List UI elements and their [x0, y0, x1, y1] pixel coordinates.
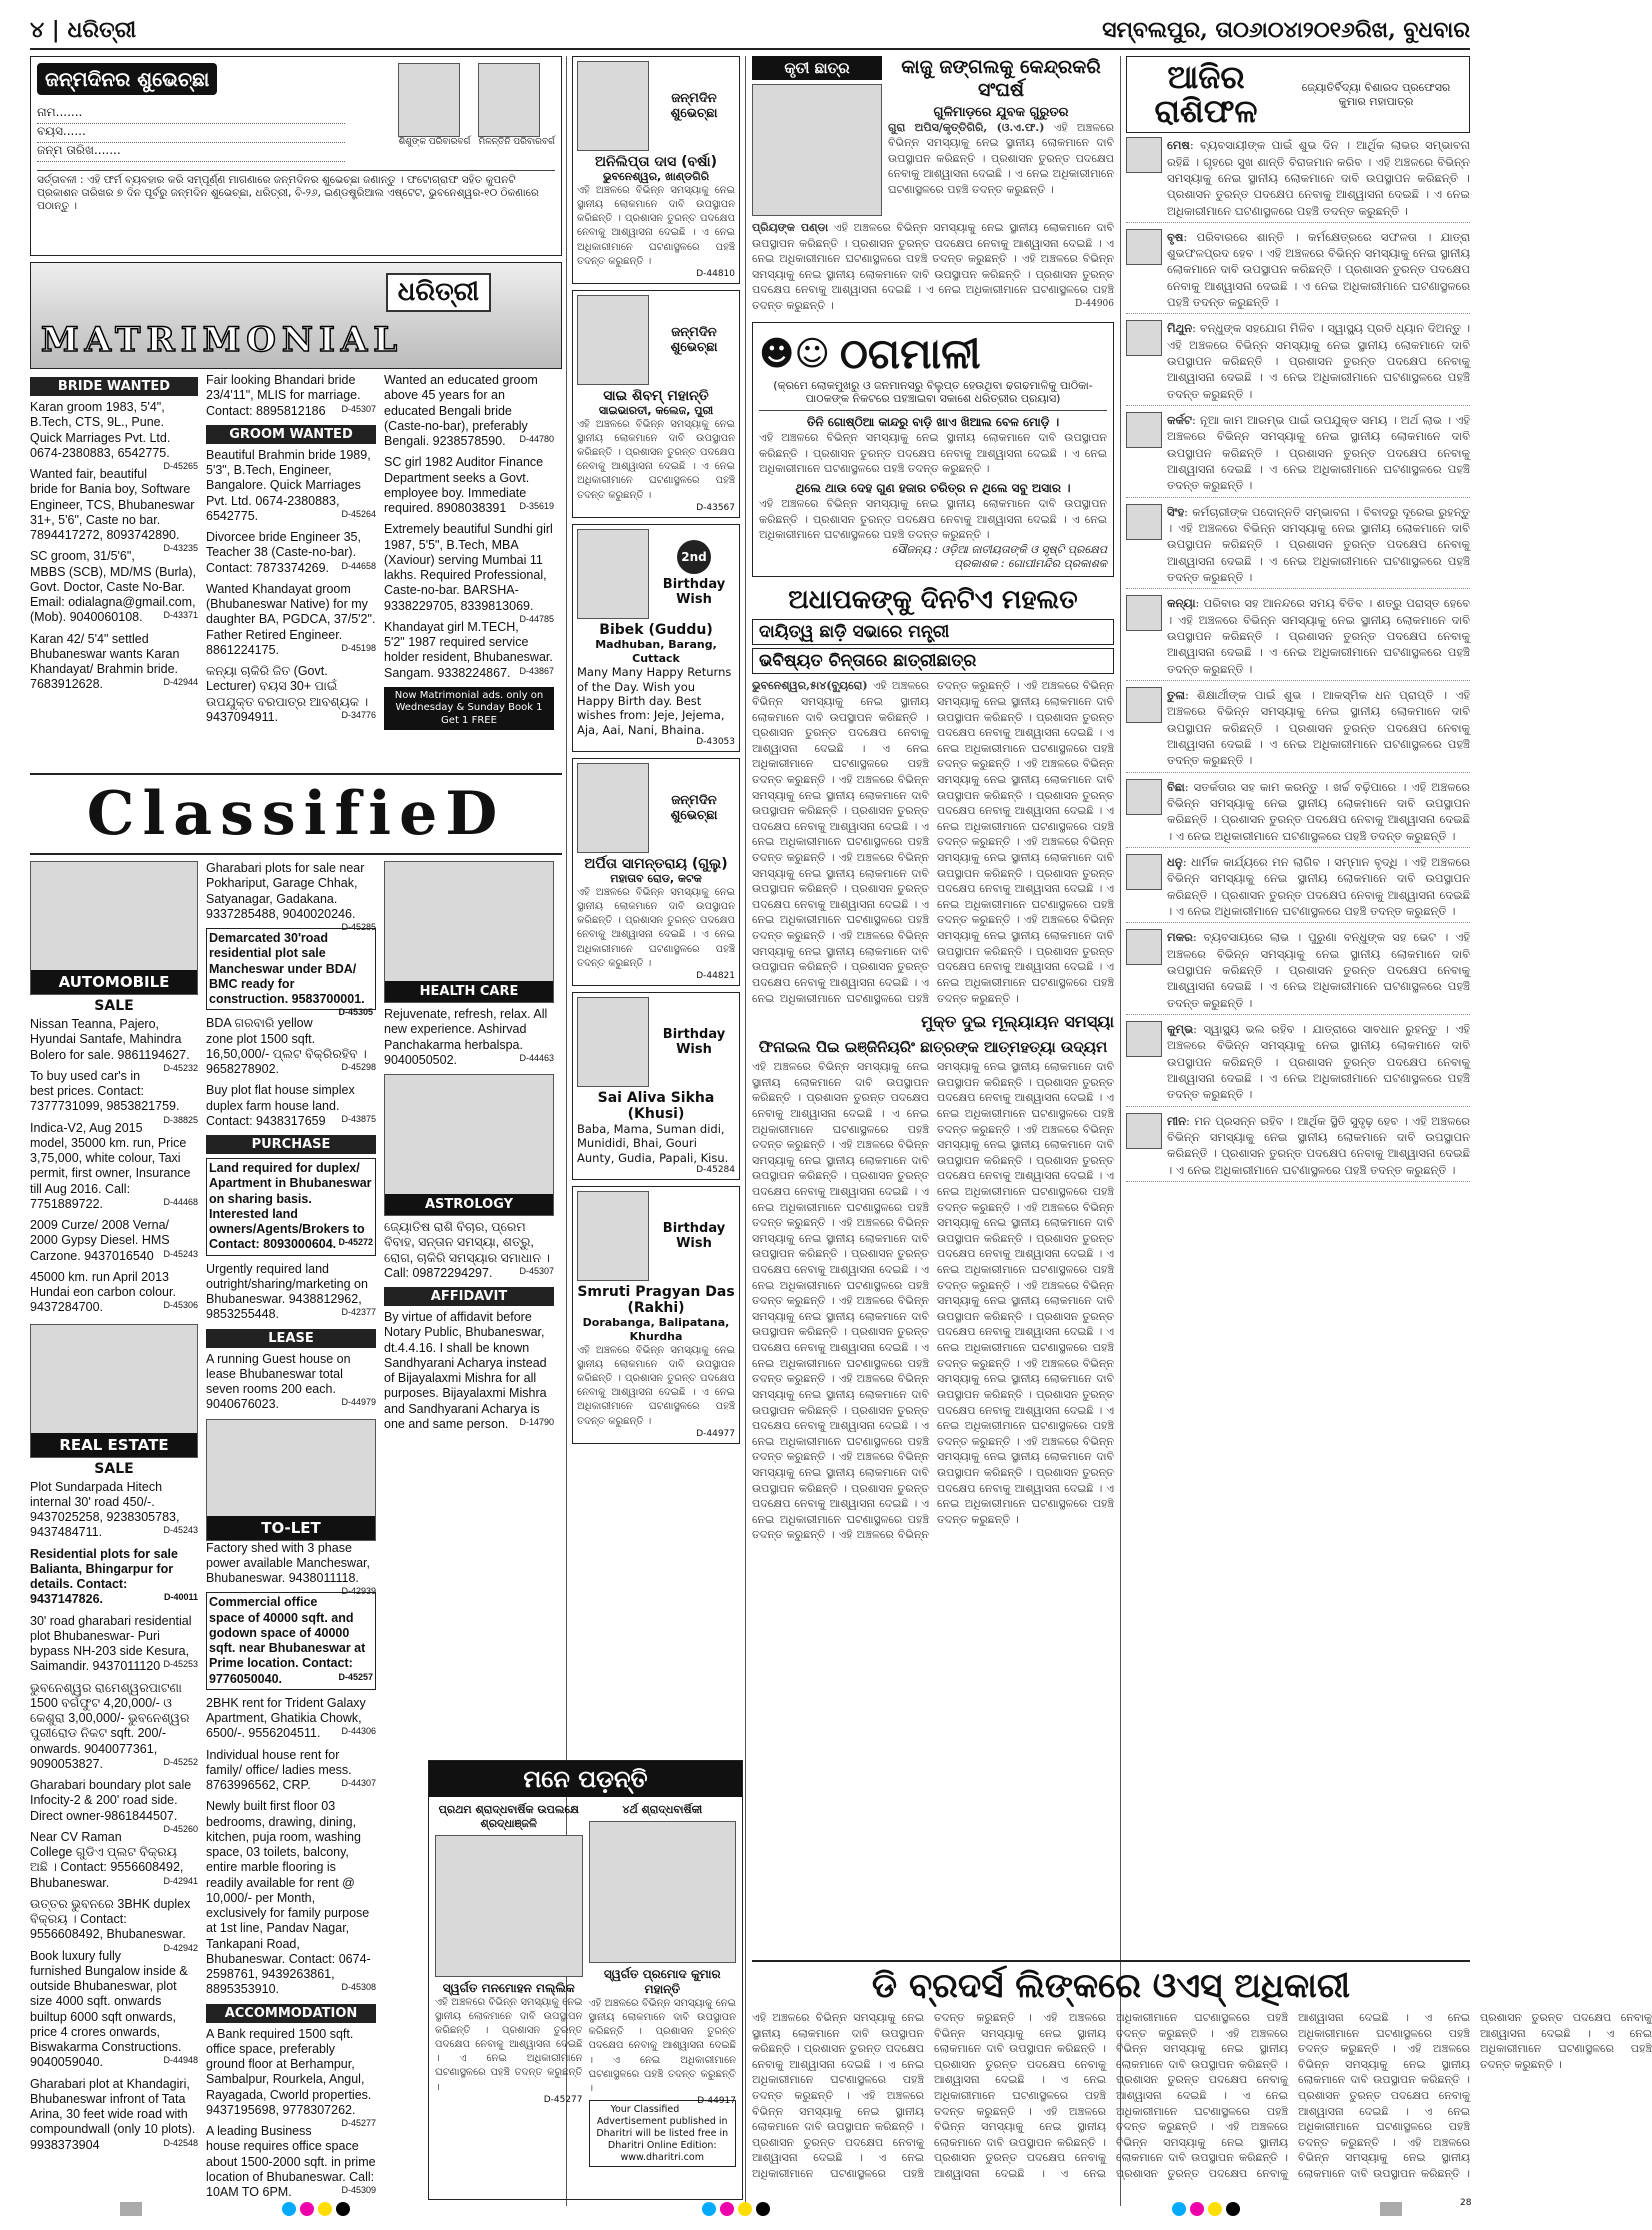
ad-code: D-44979: [341, 1397, 376, 1408]
thagamali-title: ଠଗମାଳୀ: [839, 328, 981, 378]
zodiac-icon: [1126, 412, 1162, 448]
birthday-code: D-43567: [696, 502, 735, 513]
ad-text: Wanted fair, beautiful bride for Bania boy, Software Engineer, TCS, Bhubaneswar 31+, 5'6", Caste no bar. 7894417272, 8093742890.: [30, 467, 195, 542]
student-photo: [752, 84, 882, 216]
burden-headline: ମୁକ୍ତ ଦୁଇ ମୂଲ୍ୟାୟନ ସମସ୍ୟା: [921, 1012, 1114, 1032]
affidavit-text: By virtue of affidavit before Notary Public, Bhubaneswar, dt.4.4.16. I shall be known Sandhyarani Acharya instead of Bijayalaxmi Mishra for all purposes. Bijayalaxmi Mishra and Sandhyarani Acharya is one and same person. D-14790: [384, 1310, 554, 1431]
classified-ad: [30, 1949, 198, 2071]
birthday-card: [572, 56, 740, 284]
automobile-sale-heading: SALE: [94, 998, 134, 1014]
ad-text: Plot Sundarpada Hitech internal 30' road 450/-. 9437025258, 9238305783, 9437484711.: [30, 1479, 180, 1540]
classified-ad: [30, 1778, 198, 1834]
rashi-name: ମୀନ: [1167, 1113, 1187, 1128]
ad-code: D-44948: [163, 2055, 198, 2066]
rashi-name: କନ୍ୟା: [1167, 596, 1196, 611]
ad-code: D-34776: [341, 709, 376, 720]
ad-code: D-35619: [519, 501, 554, 511]
dob-field[interactable]: ଜନ୍ମ ତାରିଖ.......: [37, 143, 345, 162]
ad-code: D-45265: [163, 461, 198, 471]
ad-code: D-45198: [341, 642, 376, 653]
ad-text: Wanted an educated groom above 45 years for an educated Bengali bride (Caste-no-bar), preferably Bengali. 9238578590.: [384, 373, 538, 448]
ad-text: BDA ଗରବାରି yellow zone plot 1500 sqft. 16,50,000/- ପ୍ଲଟ ବିକ୍ରିରହିବ । 9658278902.: [206, 1016, 367, 1076]
matrimonial-note: Now Matrimonial ads. only on Wednesday & Sunday Book 1 Get 1 FREE: [384, 687, 554, 731]
birthday-code: D-44821: [696, 971, 735, 981]
dateline: ସମ୍ବଲପୁର, ତା୦୬ା୦୪ା୨୦୧୬ରିଖ, ବୁଧବାର: [1102, 17, 1470, 43]
rashi-name: ଧନୁ: [1167, 854, 1183, 869]
classified-ad: [206, 1748, 376, 1794]
teachers-body: ଭୁବନେଶ୍ୱର,୫ା୪(ବ୍ୟୁରୋ) ଏହି ଅଞ୍ଚଳରେ ବିଭିନ୍ନ ସମସ୍ୟାକୁ ନେଇ ସ୍ଥାନୀୟ ଲୋକମାନେ ଦାବି ଉପସ୍ଥାପନ କରିଛନ୍ତି । ପ୍ରଶାସନ ତୁରନ୍ତ ପଦକ୍ଷେପ ନେବାକୁ ଆଶ୍ୱାସନା ଦେଇଛି । ଏ ନେଇ ଅଧିକାରୀମାନେ ଘଟଣାସ୍ଥଳରେ ପହଞ୍ଚି ତଦନ୍ତ କରୁଛନ୍ତି । ଏହି ଅଞ୍ଚଳରେ ବିଭିନ୍ନ ସମସ୍ୟାକୁ ନେଇ ସ୍ଥାନୀୟ ଲୋକମାନେ ଦାବି ଉପସ୍ଥାପନ କରିଛନ୍ତି । ପ୍ରଶାସନ ତୁରନ୍ତ ପଦକ୍ଷେପ ନେବାକୁ ଆଶ୍ୱାସନା ଦେଇଛି । ଏ ନେଇ ଅଧିକାରୀମାନେ ଘଟଣାସ୍ଥଳରେ ପହଞ୍ଚି ତଦନ୍ତ କରୁଛନ୍ତି । ଏହି ଅଞ୍ଚଳରେ ବିଭିନ୍ନ ସମସ୍ୟାକୁ ନେଇ ସ୍ଥାନୀୟ ଲୋକମାନେ ଦାବି ଉପସ୍ଥାପନ କରିଛନ୍ତି । ପ୍ରଶାସନ ତୁରନ୍ତ ପଦକ୍ଷେପ ନେବାକୁ ଆଶ୍ୱାସନା ଦେଇଛି । ଏ ନେଇ ଅଧିକାରୀମାନେ ଘଟଣାସ୍ଥଳରେ ପହଞ୍ଚି ତଦନ୍ତ କରୁଛନ୍ତି । ଏହି ଅଞ୍ଚଳରେ ବିଭିନ୍ନ ସମସ୍ୟାକୁ ନେଇ ସ୍ଥାନୀୟ ଲୋକମାନେ ଦାବି ଉପସ୍ଥାପନ କରିଛନ୍ତି । ପ୍ରଶାସନ ତୁରନ୍ତ ପଦକ୍ଷେପ ନେବାକୁ ଆଶ୍ୱାସନା ଦେଇଛି । ଏ ନେଇ ଅଧିକାରୀମାନେ ଘଟଣାସ୍ଥଳରେ ପହଞ୍ଚି ତଦନ୍ତ କରୁଛନ୍ତି । ଏହି ଅଞ୍ଚଳରେ ବିଭିନ୍ନ ସମସ୍ୟାକୁ ନେଇ ସ୍ଥାନୀୟ ଲୋକମାନେ ଦାବି ଉପସ୍ଥାପନ କରିଛନ୍ତି । ପ୍ରଶାସନ ତୁରନ୍ତ ପଦକ୍ଷେପ ନେବାକୁ ଆଶ୍ୱାସନା ଦେଇଛି । ଏ ନେଇ ଅଧିକାରୀମାନେ ଘଟଣାସ୍ଥଳରେ ପହଞ୍ଚି ତଦନ୍ତ କରୁଛନ୍ତି । ଏହି ଅଞ୍ଚଳରେ ବିଭିନ୍ନ ସମସ୍ୟାକୁ ନେଇ ସ୍ଥାନୀୟ ଲୋକମାନେ ଦାବି ଉପସ୍ଥାପନ କରିଛନ୍ତି । ପ୍ରଶାସନ ତୁରନ୍ତ ପଦକ୍ଷେପ ନେବାକୁ ଆଶ୍ୱାସନା ଦେଇଛି । ଏ ନେଇ ଅଧିକାରୀମାନେ ଘଟଣାସ୍ଥଳରେ ପହଞ୍ଚି ତଦନ୍ତ କରୁଛନ୍ତି । ଏହି ଅଞ୍ଚଳରେ ବିଭିନ୍ନ ସମସ୍ୟାକୁ ନେଇ ସ୍ଥାନୀୟ ଲୋକମାନେ ଦାବି ଉପସ୍ଥାପନ କରିଛନ୍ତି । ପ୍ରଶାସନ ତୁରନ୍ତ ପଦକ୍ଷେପ ନେବାକୁ ଆଶ୍ୱାସନା ଦେଇଛି । ଏ ନେଇ ଅଧିକାରୀମାନେ ଘଟଣାସ୍ଥଳରେ ପହଞ୍ଚି ତଦନ୍ତ କରୁଛନ୍ତି । ଏହି ଅଞ୍ଚଳରେ ବିଭିନ୍ନ ସମସ୍ୟାକୁ ନେଇ ସ୍ଥାନୀୟ ଲୋକମାନେ ଦାବି ଉପସ୍ଥାପନ କରିଛନ୍ତି । ପ୍ରଶାସନ ତୁରନ୍ତ ପଦକ୍ଷେପ ନେବାକୁ ଆଶ୍ୱାସନା ଦେଇଛି । ଏ ନେଇ ଅଧିକାରୀମାନେ ଘଟଣାସ୍ଥଳରେ ପହଞ୍ଚି ତଦନ୍ତ କରୁଛନ୍ତି ।: [752, 679, 1115, 1005]
ad-text: Gharabari plots for sale near Pokhariput, Garage Chhak, Satyanagar, Gadakana. 9337285488, 9040020246.: [206, 861, 365, 921]
memorial-box: ମନେ ପଡ଼ନ୍ତି ପ୍ରଥମ ଶ୍ରାଦ୍ଧବାର୍ଷିକ ଉପଲକ୍ଷେ ଶ୍ରଦ୍ଧାଞ୍ଜଳି ସ୍ୱର୍ଗତ ମନମୋହନ ମଲ୍ଲିକ ଏହି ଅଞ୍ଚଳରେ ବିଭିନ୍ନ ସମସ୍ୟାକୁ ନେଇ ସ୍ଥାନୀୟ ଲୋକମାନେ ଦାବି ଉପସ୍ଥାପନ କରିଛନ୍ତି । ପ୍ରଶାସନ ତୁରନ୍ତ ପଦକ୍ଷେପ ନେବାକୁ ଆଶ୍ୱାସନା ଦେଇଛି । ଏ ନେଇ ଅଧିକାରୀମାନେ ଘଟଣାସ୍ଥଳରେ ପହଞ୍ଚି ତଦନ୍ତ କରୁଛନ୍ତି । D-45277 ୪ର୍ଥ ଶ୍ରାଦ୍ଧବାର୍ଷିକୀ ସ୍ୱର୍ଗତ ପ୍ରମୋଦ କୁମାର ମହାନ୍ତି ଏହି ଅଞ୍ଚଳରେ ବିଭିନ୍ନ ସମସ୍ୟାକୁ ନେଇ ସ୍ଥାନୀୟ ଲୋକମାନେ ଦାବି ଉପସ୍ଥାପନ କରିଛନ୍ତି । ପ୍ରଶାସନ ତୁରନ୍ତ ପଦକ୍ଷେପ ନେବାକୁ ଆଶ୍ୱାସନା ଦେଇଛି । ଏ ନେଇ ଅଧିକାରୀମାନେ ଘଟଣାସ୍ଥଳରେ ପହଞ୍ଚି ତଦନ୍ତ କରୁଛନ୍ତି । D-44917 Your Classified Advertisement published in Dharitri will be listed free in Dharitri Online Edition: www.dharitri.com: [428, 1760, 743, 2200]
rashi-name: କର୍କଟ: [1167, 413, 1192, 428]
ad-text: 30' road gharabari residential plot Bhubaneswar- Puri bypass NH-203 side Kesura, Saimandir. 9437011120: [30, 1613, 192, 1674]
rashi-entry: [1126, 137, 1470, 223]
ad-code: D-44307: [341, 1778, 376, 1788]
ad-text: Nissan Teanna, Pajero, Hyundai Santafe, Mahindra Bolero for sale. 9861194627.: [30, 1017, 190, 1062]
birthday-text: ଏହି ଅଞ୍ଚଳରେ ବିଭିନ୍ନ ସମସ୍ୟାକୁ ନେଇ ସ୍ଥାନୀୟ ଲୋକମାନେ ଦାବି ଉପସ୍ଥାପନ କରିଛନ୍ତି । ପ୍ରଶାସନ ତୁରନ୍ତ ପଦକ୍ଷେପ ନେବାକୁ ଆଶ୍ୱାସନା ଦେଇଛି । ଏ ନେଇ ଅଧିକାରୀମାନେ ଘଟଣାସ୍ଥଳରେ ପହଞ୍ଚି ତଦନ୍ତ କରୁଛନ୍ତି ।: [577, 184, 735, 267]
rashi-text: କର୍କଟ: ନୂଆ କାମ ଆରମ୍ଭ ପାଇଁ ଉପଯୁକ୍ତ ସମୟ । ଅର୍ଥ ଲାଭ । ଏହି ଅଞ୍ଚଳରେ ବିଭିନ୍ନ ସମସ୍ୟାକୁ ନେଇ ସ୍ଥାନୀୟ ଲୋକମାନେ ଦାବି ଉପସ୍ଥାପନ କରିଛନ୍ତି । ପ୍ରଶାସନ ତୁରନ୍ତ ପଦକ୍ଷେପ ନେବାକୁ ଆଶ୍ୱାସନା ଦେଇଛି । ଏ ନେଇ ଅଧିକାରୀମାନେ ଘଟଣାସ୍ଥଳରେ ପହଞ୍ଚି ତଦନ୍ତ କରୁଛନ୍ତି ।: [1167, 413, 1471, 493]
birthday-place: Madhuban, Barang, Cuttack: [595, 637, 717, 665]
award-body: ପ୍ରିୟଙ୍କ ପଣ୍ଡା ଏହି ଅଞ୍ଚଳରେ ବିଭିନ୍ନ ସମସ୍ୟାକୁ ନେଇ ସ୍ଥାନୀୟ ଲୋକମାନେ ଦାବି ଉପସ୍ଥାପନ କରିଛନ୍ତି । ପ୍ରଶାସନ ତୁରନ୍ତ ପଦକ୍ଷେପ ନେବାକୁ ଆଶ୍ୱାସନା ଦେଇଛି । ଏ ନେଇ ଅଧିକାରୀମାନେ ଘଟଣାସ୍ଥଳରେ ପହଞ୍ଚି ତଦନ୍ତ କରୁଛନ୍ତି । ଏହି ଅଞ୍ଚଳରେ ବିଭିନ୍ନ ସମସ୍ୟାକୁ ନେଇ ସ୍ଥାନୀୟ ଲୋକମାନେ ଦାବି ଉପସ୍ଥାପନ କରିଛନ୍ତି । ପ୍ରଶାସନ ତୁରନ୍ତ ପଦକ୍ଷେପ ନେବାକୁ ଆଶ୍ୱାସନା ଦେଇଛି । ଏ ନେଇ ଅଧିକାରୀମାନେ ଘଟଣାସ୍ଥଳରେ ପହଞ୍ଚି ତଦନ୍ତ କରୁଛନ୍ତି । D-44906: [752, 221, 1115, 313]
ad-code: D-44306: [341, 1726, 376, 1737]
print-registration-bar: 28: [0, 2198, 1500, 2218]
ad-text: Karan groom 1983, 5'4", B.Tech, CTS, 9L., Pune. Quick Marriages Pvt. Ltd. 0674-2380883, 6542775.: [30, 400, 171, 460]
classified-ad: [30, 1218, 198, 1264]
memorial-heading: ମନେ ପଡ଼ନ୍ତି: [429, 1761, 742, 1797]
rashi-text: କନ୍ୟା: ପରିବାର ସହ ଆନନ୍ଦରେ ସମୟ ବିତିବ । ଶତ୍ରୁ ପରାସ୍ତ ହେବେ । ଏହି ଅଞ୍ଚଳରେ ବିଭିନ୍ନ ସମସ୍ୟାକୁ ନେଇ ସ୍ଥାନୀୟ ଲୋକମାନେ ଦାବି ଉପସ୍ଥାପନ କରିଛନ୍ତି । ପ୍ରଶାସନ ତୁରନ୍ତ ପଦକ୍ଷେପ ନେବାକୁ ଆଶ୍ୱାସନା ଦେଇଛି । ଏ ନେଇ ଅଧିକାରୀମାନେ ଘଟଣାସ୍ଥଳରେ ପହଞ୍ଚି ତଦନ୍ତ କରୁଛନ୍ତି ।: [1167, 596, 1470, 676]
classified-ad: [206, 1083, 376, 1129]
healthcare-ad: Rejuvenate, refresh, relax. All new experience. Ashirvad Panchakarma herbalspa. 9040050502. D-44463: [384, 1007, 554, 1067]
birthday-code: D-44977: [696, 1428, 735, 1439]
ad-code: D-43867: [519, 665, 554, 676]
child-photo: [577, 763, 649, 853]
classified-ad: [30, 632, 198, 693]
birthday-name: ଅର୍ପିତା ସାମନ୍ତରାୟ (ଗୁଲୁ): [584, 856, 728, 873]
ad-code: D-45308: [341, 1982, 376, 1993]
birthday-form: ଜନ୍ମଦିନର ଶୁଭେଚ୍ଛା ନାମ....... ବୟସ...... ଜନ୍ମ ତାରିଖ....... ଶିଶୁଙ୍କ ପରିବାରବର୍ଗ ମିଳନ୍ତିନି ପରିବାରବର୍ଗ ସର୍ତ୍ତାବଳୀ : ଏହି ଫର୍ମ ବ୍ୟବହାର କରି ସମ୍ପୂର୍ଣ୍ଣ ମାଗଣାରେ ଜନ୍ମଦିନର ଶୁଭେଚ୍ଛା ଜଣାନ୍ତୁ । ଫଟୋଗ୍ରାଫ ସହିତ କୁପନଟି ପ୍ରକାଶନ ତାରିଖର ୭ ଦିନ ପୂର୍ବରୁ ଜନ୍ମଦିନ ଶୁଭେଚ୍ଛା, ଧରିତ୍ରୀ, ବି-୨୬, ଇଣ୍ଡଷ୍ଟ୍ରିଆଲ ଏଷ୍ଟେଟ, ଭୁବନେଶ୍ୱର-୧୦ ଠିକଣାରେ ପଠାନ୍ତୁ ।: [30, 56, 562, 256]
classified-ad: [30, 1896, 198, 1953]
rashi-entry: [1126, 320, 1470, 406]
ad-code: D-45253: [163, 1659, 198, 1670]
birthday-name: Bibek (Guddu): [599, 621, 713, 638]
classified-ad: [30, 1068, 198, 1125]
ad-code: D-45307: [341, 403, 376, 414]
automobile-image: AUTOMOBILE: [30, 861, 198, 995]
zodiac-icon: [1126, 779, 1162, 815]
classified-ad: [206, 582, 376, 658]
affidavit-heading: AFFIDAVIT: [384, 1287, 554, 1306]
rashi-name: ମିଥୁନ: [1167, 321, 1193, 336]
rashi-text: ମୀନ: ମନ ପ୍ରସନ୍ନ ରହିବ । ଆର୍ଥିକ ସ୍ଥିତି ସୁଦୃଢ଼ ହେବ । ଏହି ଅଞ୍ଚଳରେ ବିଭିନ୍ନ ସମସ୍ୟାକୁ ନେଇ ସ୍ଥାନୀୟ ଲୋକମାନେ ଦାବି ଉପସ୍ଥାପନ କରିଛନ୍ତି । ପ୍ରଶାସନ ତୁରନ୍ତ ପଦକ୍ଷେପ ନେବାକୁ ଆଶ୍ୱାସନା ଦେଇଛି । ଏ ନେଇ ଅଧିକାରୀମାନେ ଘଟଣାସ୍ଥଳରେ ପହଞ୍ଚି ତଦନ୍ତ କରୁଛନ୍ତି ।: [1167, 1113, 1471, 1177]
birthday-card: [572, 1186, 740, 1444]
rashi-name: ମେଷ: [1167, 138, 1190, 153]
zodiac-icon: [1126, 595, 1162, 631]
age-field[interactable]: ବୟସ......: [37, 124, 345, 143]
classified-ad: [206, 1352, 376, 1413]
ad-code: D-45277: [341, 2118, 376, 2128]
classified-ad: [206, 1540, 376, 1597]
classified-ad: [206, 664, 376, 725]
rashifala-title: ଆଜିର ରାଶିଫଳ: [1154, 58, 1258, 130]
child-photo: [577, 295, 649, 385]
proverb-2: ଥିଲେ ଥାଉ ଦେହ ଗୁଣ ହଜାର ଚରିତ୍ର ନ ଥିଲେ ସବୁ ଅସାର ।: [795, 480, 1071, 495]
classified-ad: [206, 1262, 376, 1323]
classified-ad: [206, 861, 376, 932]
classified-ad: [384, 522, 554, 624]
zodiac-icon: [1126, 504, 1162, 540]
child-photo: [577, 997, 649, 1087]
ad-code: D-40011: [163, 1592, 198, 1603]
ad-text: Commercial office space of 40000 sqft. and godown space of 40000 sqft. near Bhubaneswar at Prime location. Contact: 9776050040.: [209, 1595, 366, 1686]
ad-code: D-42944: [163, 677, 198, 688]
memorial-photo-1: [435, 1835, 583, 1977]
rashi-entry: [1126, 779, 1470, 848]
classified-ad: [30, 1830, 198, 1891]
rashi-name: ମକର: [1167, 930, 1193, 945]
ad-code: D-45272: [338, 1237, 373, 1248]
teachers-headline: ଅଧାପକଙ୍କୁ ଦିନଟିଏ ମହଲତ: [788, 585, 1078, 616]
rashi-entry: [1126, 1113, 1470, 1182]
classified-banner: ClassifieD: [30, 773, 562, 855]
birthday-name: ସାଇ ଶିବମ୍ ମହାନ୍ତି: [603, 387, 709, 404]
teachers-sub2: ଭବିଷ୍ୟତ ଚିନ୍ତାରେ ଛାତ୍ରୀଛାତ୍ର: [752, 648, 1114, 674]
classified-ad: [206, 1696, 376, 1742]
rashifala-column: ଆଜିର ରାଶିଫଳ ଜ୍ୟୋତିର୍ବିଦ୍ୟା ବିଶାରଦ ପ୍ରଫେସର କୁମାର ମହାପାତ୍ର ମେଷ: ବ୍ୟବସାୟୀଙ୍କ ପାଇଁ ଶୁଭ ଦିନ । ଆର୍ଥିକ ଲାଭର ସମ୍ଭାବନା ରହିଛି । ଗୃହରେ ସୁଖ ଶାନ୍ତି ବିରାଜମାନ କରିବ । ଏହି ଅଞ୍ଚଳରେ ବିଭିନ୍ନ ସମସ୍ୟାକୁ ନେଇ ସ୍ଥାନୀୟ ଲୋକମାନେ ଦାବି ଉପସ୍ଥାପନ କରିଛନ୍ତି । ପ୍ରଶାସନ ତୁରନ୍ତ ପଦକ୍ଷେପ ନେବାକୁ ଆଶ୍ୱାସନା ଦେଇଛି । ଏ ନେଇ ଅଧିକାରୀମାନେ ଘଟଣାସ୍ଥଳରେ ପହଞ୍ଚି ତଦନ୍ତ କରୁଛନ୍ତି । ବୃଷ: ପରିବାରରେ ଶାନ୍ତି । କର୍ମକ୍ଷେତ୍ରରେ ସଫଳତା । ଯାତ୍ରା ଶୁଭଫଳପ୍ରଦ ହେବ । ଏହି ଅଞ୍ଚଳରେ ବିଭିନ୍ନ ସମସ୍ୟାକୁ ନେଇ ସ୍ଥାନୀୟ ଲୋକମାନେ ଦାବି ଉପସ୍ଥାପନ କରିଛନ୍ତି । ପ୍ରଶାସନ ତୁରନ୍ତ ପଦକ୍ଷେପ ନେବାକୁ ଆଶ୍ୱାସନା ଦେଇଛି । ଏ ନେଇ ଅଧିକାରୀମାନେ ଘଟଣାସ୍ଥଳରେ ପହଞ୍ଚି ତଦନ୍ତ କରୁଛନ୍ତି । ମିଥୁନ: ବନ୍ଧୁଙ୍କ ସହଯୋଗ ମିଳିବ । ସ୍ୱାସ୍ଥ୍ୟ ପ୍ରତି ଧ୍ୟାନ ଦିଅନ୍ତୁ । ଏହି ଅଞ୍ଚଳରେ ବିଭିନ୍ନ ସମସ୍ୟାକୁ ନେଇ ସ୍ଥାନୀୟ ଲୋକମାନେ ଦାବି ଉପସ୍ଥାପନ କରିଛନ୍ତି । ପ୍ରଶାସନ ତୁରନ୍ତ ପଦକ୍ଷେପ ନେବାକୁ ଆଶ୍ୱାସନା ଦେଇଛି । ଏ ନେଇ ଅଧିକାରୀମାନେ ଘଟଣାସ୍ଥଳରେ ପହଞ୍ଚି ତଦନ୍ତ କରୁଛନ୍ତି । କର୍କଟ: ନୂଆ କାମ ଆରମ୍ଭ ପାଇଁ ଉପଯୁକ୍ତ ସମୟ । ଅର୍ଥ ଲାଭ । ଏହି ଅଞ୍ଚଳରେ ବିଭିନ୍ନ ସମସ୍ୟାକୁ ନେଇ ସ୍ଥାନୀୟ ଲୋକମାନେ ଦାବି ଉପସ୍ଥାପନ କରିଛନ୍ତି । ପ୍ରଶାସନ ତୁରନ୍ତ ପଦକ୍ଷେପ ନେବାକୁ ଆଶ୍ୱାସନା ଦେଇଛି । ଏ ନେଇ ଅଧିକାରୀମାନେ ଘଟଣାସ୍ଥଳରେ ପହଞ୍ଚି ତଦନ୍ତ କରୁଛନ୍ତି । ସିଂହ: କର୍ମଚାରୀଙ୍କ ପଦୋନ୍ନତି ସମ୍ଭାବନା । ବିବାଦରୁ ଦୂରେଇ ରୁହନ୍ତୁ । ଏହି ଅଞ୍ଚଳରେ ବିଭିନ୍ନ ସମସ୍ୟାକୁ ନେଇ ସ୍ଥାନୀୟ ଲୋକମାନେ ଦାବି ଉପସ୍ଥାପନ କରିଛନ୍ତି । ପ୍ରଶାସନ ତୁରନ୍ତ ପଦକ୍ଷେପ ନେବାକୁ ଆଶ୍ୱାସନା ଦେଇଛି । ଏ ନେଇ ଅଧିକାରୀମାନେ ଘଟଣାସ୍ଥଳରେ ପହଞ୍ଚି ତଦନ୍ତ କରୁଛନ୍ତି । କନ୍ୟା: ପରିବାର ସହ ଆନନ୍ଦରେ ସମୟ ବିତିବ । ଶତ୍ରୁ ପରାସ୍ତ ହେବେ । ଏହି ଅଞ୍ଚଳରେ ବିଭିନ୍ନ ସମସ୍ୟାକୁ ନେଇ ସ୍ଥାନୀୟ ଲୋକମାନେ ଦାବି ଉପସ୍ଥାପନ କରିଛନ୍ତି । ପ୍ରଶାସନ ତୁରନ୍ତ ପଦକ୍ଷେପ ନେବାକୁ ଆଶ୍ୱାସନା ଦେଇଛି । ଏ ନେଇ ଅଧିକାରୀମାନେ ଘଟଣାସ୍ଥଳରେ ପହଞ୍ଚି ତଦନ୍ତ କରୁଛନ୍ତି । ତୁଳା: ଶିକ୍ଷାର୍ଥୀଙ୍କ ପାଇଁ ଶୁଭ । ଆକସ୍ମିକ ଧନ ପ୍ରାପ୍ତି । ଏହି ଅଞ୍ଚଳରେ ବିଭିନ୍ନ ସମସ୍ୟାକୁ ନେଇ ସ୍ଥାନୀୟ ଲୋକମାନେ ଦାବି ଉପସ୍ଥାପନ କରିଛନ୍ତି । ପ୍ରଶାସନ ତୁରନ୍ତ ପଦକ୍ଷେପ ନେବାକୁ ଆଶ୍ୱାସନା ଦେଇଛି । ଏ ନେଇ ଅଧିକାରୀମାନେ ଘଟଣାସ୍ଥଳରେ ପହଞ୍ଚି ତଦନ୍ତ କରୁଛନ୍ତି । ବିଛା: ସତର୍କତାର ସହ କାମ କରନ୍ତୁ । ଖର୍ଚ୍ଚ ବଢ଼ିପାରେ । ଏହି ଅଞ୍ଚଳରେ ବିଭିନ୍ନ ସମସ୍ୟାକୁ ନେଇ ସ୍ଥାନୀୟ ଲୋକମାନେ ଦାବି ଉପସ୍ଥାପନ କରିଛନ୍ତି । ପ୍ରଶାସନ ତୁରନ୍ତ ପଦକ୍ଷେପ ନେବାକୁ ଆଶ୍ୱାସନା ଦେଇଛି । ଏ ନେଇ ଅଧିକାରୀମାନେ ଘଟଣାସ୍ଥଳରେ ପହଞ୍ଚି ତଦନ୍ତ କରୁଛନ୍ତି । ଧନୁ: ଧାର୍ମିକ କାର୍ଯ୍ୟରେ ମନ ଲାଗିବ । ସମ୍ମାନ ବୃଦ୍ଧି । ଏହି ଅଞ୍ଚଳରେ ବିଭିନ୍ନ ସମସ୍ୟାକୁ ନେଇ ସ୍ଥାନୀୟ ଲୋକମାନେ ଦାବି ଉପସ୍ଥାପନ କରିଛନ୍ତି । ପ୍ରଶାସନ ତୁରନ୍ତ ପଦକ୍ଷେପ ନେବାକୁ ଆଶ୍ୱାସନା ଦେଇଛି । ଏ ନେଇ ଅଧିକାରୀମାନେ ଘଟଣାସ୍ଥଳରେ ପହଞ୍ଚି ତଦନ୍ତ କରୁଛନ୍ତି । ମକର: ବ୍ୟବସାୟରେ ଲାଭ । ପୁରୁଣା ବନ୍ଧୁଙ୍କ ସହ ଭେଟ । ଏହି ଅଞ୍ଚଳରେ ବିଭିନ୍ନ ସମସ୍ୟାକୁ ନେଇ ସ୍ଥାନୀୟ ଲୋକମାନେ ଦାବି ଉପସ୍ଥାପନ କରିଛନ୍ତି । ପ୍ରଶାସନ ତୁରନ୍ତ ପଦକ୍ଷେପ ନେବାକୁ ଆଶ୍ୱାସନା ଦେଇଛି । ଏ ନେଇ ଅଧିକାରୀମାନେ ଘଟଣାସ୍ଥଳରେ ପହଞ୍ଚି ତଦନ୍ତ କରୁଛନ୍ତି । କୁମ୍ଭ: ସ୍ୱାସ୍ଥ୍ୟ ଭଲ ରହିବ । ଯାତ୍ରାରେ ସାବଧାନ ରୁହନ୍ତୁ । ଏହି ଅଞ୍ଚଳରେ ବିଭିନ୍ନ ସମସ୍ୟାକୁ ନେଇ ସ୍ଥାନୀୟ ଲୋକମାନେ ଦାବି ଉପସ୍ଥାପନ କରିଛନ୍ତି । ପ୍ରଶାସନ ତୁରନ୍ତ ପଦକ୍ଷେପ ନେବାକୁ ଆଶ୍ୱାସନା ଦେଇଛି । ଏ ନେଇ ଅଧିକାରୀମାନେ ଘଟଣାସ୍ଥଳରେ ପହଞ୍ଚି ତଦନ୍ତ କରୁଛନ୍ତି । ମୀନ: ମନ ପ୍ରସନ୍ନ ରହିବ । ଆର୍ଥିକ ସ୍ଥିତି ସୁଦୃଢ଼ ହେବ । ଏହି ଅଞ୍ଚଳରେ ବିଭିନ୍ନ ସମସ୍ୟାକୁ ନେଇ ସ୍ଥାନୀୟ ଲୋକମାନେ ଦାବି ଉପସ୍ଥାପନ କରିଛନ୍ତି । ପ୍ରଶାସନ ତୁରନ୍ତ ପଦକ୍ଷେପ ନେବାକୁ ଆଶ୍ୱାସନା ଦେଇଛି । ଏ ନେଇ ଅଧିକାରୀମାନେ ଘଟଣାସ୍ଥଳରେ ପହଞ୍ଚି ତଦନ୍ତ କରୁଛନ୍ତି ।: [1126, 56, 1470, 1946]
birthday-name: Smruti Pragyan Das (Rakhi): [577, 1284, 735, 1317]
ad-text: Beautiful Brahmin bride 1989, 5'3", B.Tech, Engineer, Bangalore. Quick Marriages Pvt. Ltd. 0674-2380883, 6542775.: [206, 447, 371, 523]
ad-text: Indica-V2, Aug 2015 model, 35000 km. run, Price 3,75,000, white colour, Taxi permit, first owner, Insurance till Aug 2016. Call: 7751889722.: [30, 1120, 191, 1211]
accommodation-heading: ACCOMMODATION: [206, 2004, 376, 2023]
ad-code: D-45243: [163, 1525, 198, 1536]
rashi-text: ମିଥୁନ: ବନ୍ଧୁଙ୍କ ସହଯୋଗ ମିଳିବ । ସ୍ୱାସ୍ଥ୍ୟ ପ୍ରତି ଧ୍ୟାନ ଦିଅନ୍ତୁ । ଏହି ଅଞ୍ଚଳରେ ବିଭିନ୍ନ ସମସ୍ୟାକୁ ନେଇ ସ୍ଥାନୀୟ ଲୋକମାନେ ଦାବି ଉପସ୍ଥାପନ କରିଛନ୍ତି । ପ୍ରଶାସନ ତୁରନ୍ତ ପଦକ୍ଷେପ ନେବାକୁ ଆଶ୍ୱାସନା ଦେଇଛି । ଏ ନେଇ ଅଧିକାରୀମାନେ ଘଟଣାସ୍ଥଳରେ ପହଞ୍ଚି ତଦନ୍ତ କରୁଛନ୍ତି ।: [1167, 321, 1471, 401]
birthday-card: [572, 758, 740, 986]
birthday-place: ଭୁବନେଶ୍ୱର, ଖାଣ୍ଡଗିରି: [602, 170, 710, 183]
child-photo-1: [398, 63, 460, 137]
rashi-text: ମେଷ: ବ୍ୟବସାୟୀଙ୍କ ପାଇଁ ଶୁଭ ଦିନ । ଆର୍ଥିକ ଲାଭର ସମ୍ଭାବନା ରହିଛି । ଗୃହରେ ସୁଖ ଶାନ୍ତି ବିରାଜମାନ କରିବ । ଏହି ଅଞ୍ଚଳରେ ବିଭିନ୍ନ ସମସ୍ୟାକୁ ନେଇ ସ୍ଥାନୀୟ ଲୋକମାନେ ଦାବି ଉପସ୍ଥାପନ କରିଛନ୍ତି । ପ୍ରଶାସନ ତୁରନ୍ତ ପଦକ୍ଷେପ ନେବାକୁ ଆଶ୍ୱାସନା ଦେଇଛି । ଏ ନେଇ ଅଧିକାରୀମାନେ ଘଟଣାସ୍ଥଳରେ ପହଞ୍ଚି ତଦନ୍ତ କରୁଛନ୍ତି ।: [1167, 138, 1470, 218]
realestate-sale-heading: SALE: [94, 1460, 134, 1477]
thagamali-box: ☻☺ ଠଗମାଳୀ (କ୍ରମେ ଲୋକମୁଖରୁ ଓ ଜନମାନସରୁ ବିଲୁପ୍ତ ହେଉଥିବା ଢଗଢମାଳିକୁ ପାଠିକା-ପାଠକଙ୍କ ନିକଟରେ ପହଞ୍ଚାଇବା ସକାଶେ ଧରିତ୍ରୀର ପ୍ରୟାସ) ତିନି ଗୋଷ୍ଠିଆ କାନ୍ଦରୁ ବାଡ଼ି ଖାଏ ଖିଆଲ ବେଳ ମୋଡ଼ି । ଏହି ଅଞ୍ଚଳରେ ବିଭିନ୍ନ ସମସ୍ୟାକୁ ନେଇ ସ୍ଥାନୀୟ ଲୋକମାନେ ଦାବି ଉପସ୍ଥାପନ କରିଛନ୍ତି । ପ୍ରଶାସନ ତୁରନ୍ତ ପଦକ୍ଷେପ ନେବାକୁ ଆଶ୍ୱାସନା ଦେଇଛି । ଏ ନେଇ ଅଧିକାରୀମାନେ ଘଟଣାସ୍ଥଳରେ ପହଞ୍ଚି ତଦନ୍ତ କରୁଛନ୍ତି । ଥିଲେ ଥାଉ ଦେହ ଗୁଣ ହଜାର ଚରିତ୍ର ନ ଥିଲେ ସବୁ ଅସାର । ଏହି ଅଞ୍ଚଳରେ ବିଭିନ୍ନ ସମସ୍ୟାକୁ ନେଇ ସ୍ଥାନୀୟ ଲୋକମାନେ ଦାବି ଉପସ୍ଥାପନ କରିଛନ୍ତି । ପ୍ରଶାସନ ତୁରନ୍ତ ପଦକ୍ଷେପ ନେବାକୁ ଆଶ୍ୱାସନା ଦେଇଛି । ଏ ନେଇ ଅଧିକାରୀମାନେ ଘଟଣାସ୍ଥଳରେ ପହଞ୍ଚି ତଦନ୍ତ କରୁଛନ୍ତି । ସୌଜନ୍ୟ : ଓଡ଼ିଆ ଜାତୀୟତାଙ୍କି ଓ ସୃଷ୍ଟି ପ୍ରକ୍ଷେପ ପ୍ରକାଶକ : ଗୋପୀମନ୍ଦିର ପ୍ରକାଶକ: [752, 322, 1114, 578]
ad-text: Newly built first floor 03 bedrooms, drawing, dining, kitchen, puja room, washing space, 03 toilets, balcony, entire marble flooring is readily available for rent @ 10,000/- per Month, exclusively for family purpose at 1st line, Pandav Nagar, Tankapani Road, Bhubaneswar. Contact: 0674- 2598761, 9439263861, 8895353910.: [206, 1799, 371, 1997]
age-badge: 2nd: [677, 540, 711, 574]
birthday-badge: 2nd Birthday Wish: [653, 540, 735, 607]
name-field[interactable]: ନାମ.......: [37, 105, 345, 124]
ad-text: 45000 km. run April 2013 Hundai eon carbon colour. 9437284700.: [30, 1269, 176, 1315]
birthday-name: Sai Aliva Sikha (Khusi): [597, 1090, 715, 1122]
birthday-badge: ଜନ୍ମଦିନ ଶୁଭେଚ୍ଛା: [670, 324, 718, 355]
ad-text: Gharabari plot at Khandagiri, Bhubaneswar infront of Tata Arina, 30 feet wide road with compoundwall (only 10 plots). 9938373904: [30, 2076, 196, 2152]
ad-code: D-44658: [341, 560, 376, 571]
birthday-wish: Many Many Happy Returns of the Day. Wish you Happy Birth day. Best wishes from: Jeje, Jejema, Aja, Aai, Nani, Bhaina.: [577, 665, 732, 737]
rashi-name: କୁମ୍ଭ: [1167, 1021, 1194, 1036]
purchase-heading: PURCHASE: [206, 1135, 376, 1154]
ad-code: D-45306: [163, 1300, 198, 1311]
news-column: [752, 56, 1114, 2206]
classified-ad: [30, 1547, 198, 1608]
rashi-text: ଧନୁ: ଧାର୍ମିକ କାର୍ଯ୍ୟରେ ମନ ଲାଗିବ । ସମ୍ମାନ ବୃଦ୍ଧି । ଏହି ଅଞ୍ଚଳରେ ବିଭିନ୍ନ ସମସ୍ୟାକୁ ନେଇ ସ୍ଥାନୀୟ ଲୋକମାନେ ଦାବି ଉପସ୍ଥାପନ କରିଛନ୍ତି । ପ୍ରଶାସନ ତୁରନ୍ତ ପଦକ୍ଷେପ ନେବାକୁ ଆଶ୍ୱାସନା ଦେଇଛି । ଏ ନେଇ ଅଧିକାରୀମାନେ ଘଟଣାସ୍ଥଳରେ ପହଞ୍ଚି ତଦନ୍ତ କରୁଛନ୍ତି ।: [1167, 854, 1471, 918]
birthday-card: [572, 290, 740, 518]
rashi-entry: [1126, 929, 1470, 1015]
healthcare-image: HEALTH CARE: [384, 861, 554, 1003]
tolet-image: TO-LET: [206, 1419, 376, 1541]
ad-text: SC girl 1982 Auditor Finance Department seeks a Govt. employee boy. Immediate required. 8908038391: [384, 455, 544, 515]
classified-ad: [384, 373, 554, 449]
rashi-entry: [1126, 504, 1470, 590]
ad-code: D-45252: [163, 1756, 198, 1767]
birthday-text: ଏହି ଅଞ୍ଚଳରେ ବିଭିନ୍ନ ସମସ୍ୟାକୁ ନେଇ ସ୍ଥାନୀୟ ଲୋକମାନେ ଦାବି ଉପସ୍ଥାପନ କରିଛନ୍ତି । ପ୍ରଶାସନ ତୁରନ୍ତ ପଦକ୍ଷେପ ନେବାକୁ ଆଶ୍ୱାସନା ଦେଇଛି । ଏ ନେଇ ଅଧିକାରୀମାନେ ଘଟଣାସ୍ଥଳରେ ପହଞ୍ଚି ତଦନ୍ତ କରୁଛନ୍ତି ।: [577, 1344, 735, 1427]
classified-ad: [206, 1799, 376, 1997]
ad-text: Demarcated 30'road residential plot sale Mancheswar under BDA/ BMC ready for construction. 9583700001.: [209, 931, 365, 1006]
ad-text: Khandayat girl M.TECH, 5'2" 1987 required service holder resident, Bhubaneswar. Sangam. 9338224867.: [384, 619, 553, 680]
ad-text: Factory shed with 3 phase power available Mancheswar, Bhubaneswar. 9438011118.: [206, 1540, 370, 1585]
rashi-text: ମକର: ବ୍ୟବସାୟରେ ଲାଭ । ପୁରୁଣା ବନ୍ଧୁଙ୍କ ସହ ଭେଟ । ଏହି ଅଞ୍ଚଳରେ ବିଭିନ୍ନ ସମସ୍ୟାକୁ ନେଇ ସ୍ଥାନୀୟ ଲୋକମାନେ ଦାବି ଉପସ୍ଥାପନ କରିଛନ୍ତି । ପ୍ରଶାସନ ତୁରନ୍ତ ପଦକ୍ଷେପ ନେବାକୁ ଆଶ୍ୱାସନା ଦେଇଛି । ଏ ନେଇ ଅଧିକାରୀମାନେ ଘଟଣାସ୍ଥଳରେ ପହଞ୍ଚି ତଦନ୍ତ କରୁଛନ୍ତି ।: [1167, 930, 1470, 1010]
ad-code: D-44468: [163, 1196, 198, 1207]
rashi-text: ବୃଷ: ପରିବାରରେ ଶାନ୍ତି । କର୍ମକ୍ଷେତ୍ରରେ ସଫଳତା । ଯାତ୍ରା ଶୁଭଫଳପ୍ରଦ ହେବ । ଏହି ଅଞ୍ଚଳରେ ବିଭିନ୍ନ ସମସ୍ୟାକୁ ନେଇ ସ୍ଥାନୀୟ ଲୋକମାନେ ଦାବି ଉପସ୍ଥାପନ କରିଛନ୍ତି । ପ୍ରଶାସନ ତୁରନ୍ତ ପଦକ୍ଷେପ ନେବାକୁ ଆଶ୍ୱାସନା ଦେଇଛି । ଏ ନେଇ ଅଧିକାରୀମାନେ ଘଟଣାସ୍ଥଳରେ ପହଞ୍ଚି ତଦନ୍ତ କରୁଛନ୍ତି ।: [1167, 229, 1471, 310]
ad-code: D-45298: [341, 1062, 376, 1072]
classified-ad: [30, 1681, 198, 1773]
ad-code: D-44785: [519, 613, 554, 624]
rashi-entry: [1126, 229, 1470, 315]
zodiac-icon: [1126, 687, 1162, 723]
memorial-photo-2: [589, 1821, 737, 1963]
classified-ad: [206, 1016, 376, 1077]
zodiac-icon: [1126, 1113, 1162, 1149]
ad-text: Individual house rent for family/ office/ ladies mess. 8763996562, CRP.: [206, 1747, 352, 1792]
classified-ad: [206, 2124, 376, 2200]
rashi-entry: [1126, 595, 1470, 681]
rashi-entry: [1126, 687, 1470, 773]
ad-text: Extremely beautiful Sundhi girl 1987, 5'5", B.Tech, MBA (Xaviour) serving Mumbai 11 lakhs. Required Professional, Caste-no-bar. BARSHA-9338229705, 8339813069.: [384, 522, 553, 613]
classified-ad: [30, 1121, 198, 1213]
rashi-name: ସିଂହ: [1167, 504, 1185, 519]
ad-text: ଭୁବନେଶ୍ୱର ରାମେଶ୍ୱରପାଟଣା 1500 ବର୍ଗଫୁଟ 4,20,000/- ଓ କେଶୁରା 3,00,000/- ଭୁବନେଶ୍ୱର ପୁରୀରୋଡ ନିକଟ sqft. 200/- onwards. 9040077361, 9090053827.: [30, 1680, 190, 1771]
zodiac-icon: [1126, 229, 1162, 265]
bottom-story: ଡି ବ୍ରଦର୍ସ ଲିଙ୍କରେ ଓଏସ୍ ଅଧିକାରୀ ଏହି ଅଞ୍ଚଳରେ ବିଭିନ୍ନ ସମସ୍ୟାକୁ ନେଇ ସ୍ଥାନୀୟ ଲୋକମାନେ ଦାବି ଉପସ୍ଥାପନ କରିଛନ୍ତି । ପ୍ରଶାସନ ତୁରନ୍ତ ପଦକ୍ଷେପ ନେବାକୁ ଆଶ୍ୱାସନା ଦେଇଛି । ଏ ନେଇ ଅଧିକାରୀମାନେ ଘଟଣାସ୍ଥଳରେ ପହଞ୍ଚି ତଦନ୍ତ କରୁଛନ୍ତି । ଏହି ଅଞ୍ଚଳରେ ବିଭିନ୍ନ ସମସ୍ୟାକୁ ନେଇ ସ୍ଥାନୀୟ ଲୋକମାନେ ଦାବି ଉପସ୍ଥାପନ କରିଛନ୍ତି । ପ୍ରଶାସନ ତୁରନ୍ତ ପଦକ୍ଷେପ ନେବାକୁ ଆଶ୍ୱାସନା ଦେଇଛି । ଏ ନେଇ ଅଧିକାରୀମାନେ ଘଟଣାସ୍ଥଳରେ ପହଞ୍ଚି ତଦନ୍ତ କରୁଛନ୍ତି । ଏହି ଅଞ୍ଚଳରେ ବିଭିନ୍ନ ସମସ୍ୟାକୁ ନେଇ ସ୍ଥାନୀୟ ଲୋକମାନେ ଦାବି ଉପସ୍ଥାପନ କରିଛନ୍ତି । ପ୍ରଶାସନ ତୁରନ୍ତ ପଦକ୍ଷେପ ନେବାକୁ ଆଶ୍ୱାସନା ଦେଇଛି । ଏ ନେଇ ଅଧିକାରୀମାନେ ଘଟଣାସ୍ଥଳରେ ପହଞ୍ଚି ତଦନ୍ତ କରୁଛନ୍ତି । ଏହି ଅଞ୍ଚଳରେ ବିଭିନ୍ନ ସମସ୍ୟାକୁ ନେଇ ସ୍ଥାନୀୟ ଲୋକମାନେ ଦାବି ଉପସ୍ଥାପନ କରିଛନ୍ତି । ପ୍ରଶାସନ ତୁରନ୍ତ ପଦକ୍ଷେପ ନେବାକୁ ଆଶ୍ୱାସନା ଦେଇଛି । ଏ ନେଇ ଅଧିକାରୀମାନେ ଘଟଣାସ୍ଥଳରେ ପହଞ୍ଚି ତଦନ୍ତ କରୁଛନ୍ତି । ଏହି ଅଞ୍ଚଳରେ ବିଭିନ୍ନ ସମସ୍ୟାକୁ ନେଇ ସ୍ଥାନୀୟ ଲୋକମାନେ ଦାବି ଉପସ୍ଥାପନ କରିଛନ୍ତି । ପ୍ରଶାସନ ତୁରନ୍ତ ପଦକ୍ଷେପ ନେବାକୁ ଆଶ୍ୱାସନା ଦେଇଛି । ଏ ନେଇ ଅଧିକାରୀମାନେ ଘଟଣାସ୍ଥଳରେ ପହଞ୍ଚି ତଦନ୍ତ କରୁଛନ୍ତି । ଏହି ଅଞ୍ଚଳରେ ବିଭିନ୍ନ ସମସ୍ୟାକୁ ନେଇ ସ୍ଥାନୀୟ ଲୋକମାନେ ଦାବି ଉପସ୍ଥାପନ କରିଛନ୍ତି । ପ୍ରଶାସନ ତୁରନ୍ତ ପଦକ୍ଷେପ ନେବାକୁ ଆଶ୍ୱାସନା ଦେଇଛି । ଏ ନେଇ ଅଧିକାରୀମାନେ ଘଟଣାସ୍ଥଳରେ ପହଞ୍ଚି ତଦନ୍ତ କରୁଛନ୍ତି । ଏହି ଅଞ୍ଚଳରେ ବିଭିନ୍ନ ସମସ୍ୟାକୁ ନେଇ ସ୍ଥାନୀୟ ଲୋକମାନେ ଦାବି ଉପସ୍ଥାପନ କରିଛନ୍ତି । ପ୍ରଶାସନ ତୁରନ୍ତ ପଦକ୍ଷେପ ନେବାକୁ ଆଶ୍ୱାସନା ଦେଇଛି । ଏ ନେଇ ଅଧିକାରୀମାନେ ଘଟଣାସ୍ଥଳରେ ପହଞ୍ଚି ତଦନ୍ତ କରୁଛନ୍ତି । ଏହି ଅଞ୍ଚଳରେ ବିଭିନ୍ନ ସମସ୍ୟାକୁ ନେଇ ସ୍ଥାନୀୟ ଲୋକମାନେ ଦାବି ଉପସ୍ଥାପନ କରିଛନ୍ତି । ପ୍ରଶାସନ ତୁରନ୍ତ ପଦକ୍ଷେପ ନେବାକୁ ଆଶ୍ୱାସନା ଦେଇଛି । ଏ ନେଇ ଅଧିକାରୀମାନେ ଘଟଣାସ୍ଥଳରେ ପହଞ୍ଚି ତଦନ୍ତ କରୁଛନ୍ତି ।: [752, 1960, 1470, 2190]
ad-text: Fair looking Bhandari bride 23/4'11", MLIS for marriage. Contact: 8895812186: [206, 373, 361, 418]
classified-ad: [384, 620, 554, 681]
ad-code: D-43371: [163, 610, 198, 621]
rashi-name: ତୁଳା: [1167, 688, 1185, 703]
groom-wanted-heading: GROOM WANTED: [206, 425, 376, 444]
bride-wanted-heading: BRIDE WANTED: [30, 377, 198, 396]
classified-ad: [30, 1614, 198, 1675]
suicide-headline: ଫିନାଇଲ ପିଇ ଇଞ୍ଜିନିୟରିଂ ଛାତ୍ରଙ୍କ ଆତ୍ମହତ୍ୟା ଉଦ୍ୟମ: [758, 1038, 1108, 1057]
rashi-entry: [1126, 854, 1470, 923]
birthday-code: D-45284: [696, 1165, 735, 1176]
classified-ad: [384, 455, 554, 516]
bottom-headline: ଡି ବ୍ରଦର୍ସ ଲିଙ୍କରେ ଓଏସ୍ ଅଧିକାରୀ: [752, 1960, 1470, 2006]
proverb-1: ତିନି ଗୋଷ୍ଠିଆ କାନ୍ଦରୁ ବାଡ଼ି ଖାଏ ଖିଆଲ ବେଳ ମୋଡ଼ି ।: [806, 415, 1060, 430]
ad-code: D-45305: [338, 1007, 373, 1018]
rashi-entry: [1126, 412, 1470, 498]
ad-code: D-44780: [519, 434, 554, 444]
ad-text: To buy used car's in best prices. Contact: 7377731099, 9853821759.: [30, 1068, 180, 1114]
ad-code: D-43875: [341, 1113, 376, 1124]
astrology-ad: ଜ୍ୟୋତିଷ ରାଶି ବିଚାର, ପ୍ରେମ ବିବାହ, ସନ୍ତାନ ସମସ୍ୟା, ଶତ୍ରୁ, ରୋଗ, ଚାକିରି ସମସ୍ୟାର ସମାଧାନ । Call: 09872294297. D-45307: [384, 1220, 554, 1280]
rashi-text: କୁମ୍ଭ: ସ୍ୱାସ୍ଥ୍ୟ ଭଲ ରହିବ । ଯାତ୍ରାରେ ସାବଧାନ ରୁହନ୍ତୁ । ଏହି ଅଞ୍ଚଳରେ ବିଭିନ୍ନ ସମସ୍ୟାକୁ ନେଇ ସ୍ଥାନୀୟ ଲୋକମାନେ ଦାବି ଉପସ୍ଥାପନ କରିଛନ୍ତି । ପ୍ରଶାସନ ତୁରନ୍ତ ପଦକ୍ଷେପ ନେବାକୁ ଆଶ୍ୱାସନା ଦେଇଛି । ଏ ନେଇ ଅଧିକାରୀମାନେ ଘଟଣାସ୍ଥଳରେ ପହଞ୍ଚି ତଦନ୍ତ କରୁଛନ୍ତି ।: [1167, 1021, 1471, 1102]
birthday-place: ମହାତାବ ରୋଡ, କଟକ: [610, 872, 702, 886]
ad-text: A leading Business house requires office space about 1500-2000 sqft. in prime location of Bhubaneswar. Call: 10AM TO 6PM.: [206, 2124, 376, 2199]
classified-ad: [30, 549, 198, 625]
ad-code: D-43235: [163, 543, 198, 554]
zodiac-icon: [1126, 854, 1162, 890]
classified-ad: [30, 1270, 198, 1316]
classified-ad: [206, 928, 376, 1018]
matrimonial-title: MATRIMONIAL: [41, 320, 404, 360]
birthday-card: [572, 992, 740, 1180]
zodiac-icon: [1126, 320, 1162, 356]
ad-text: Divorcee bride Engineer 35, Teacher 38 (Caste-no-bar). Contact: 7873374269.: [206, 530, 361, 575]
page-number: ୪ | ଧରିତ୍ରୀ: [30, 17, 137, 43]
classified-ad: [30, 400, 198, 471]
ad-code: D-45232: [163, 1062, 198, 1073]
ad-code: D-38825: [163, 1114, 198, 1125]
birthday-card: [572, 524, 740, 752]
birthday-code: D-44810: [696, 268, 735, 279]
classified-ad: [206, 448, 376, 524]
birthday-column: [572, 56, 740, 1450]
birthday-badge: Birthday Wish: [662, 1221, 726, 1252]
classified-ad: [30, 1480, 198, 1541]
ad-text: Book luxury fully furnished Bungalow inside & outside Bhubaneswar, plot size 4000 sqft. onwards builtup 6000 sqft onwards, price 4 crores onwards, Biswakarma Constructions. 9040059040.: [30, 1948, 188, 2070]
classified-ad: [206, 2026, 376, 2128]
child-photo-2: [478, 63, 540, 137]
classified-ad: [206, 530, 376, 576]
birthday-form-terms: ସର୍ତ୍ତାବଳୀ : ଏହି ଫର୍ମ ବ୍ୟବହାର କରି ସମ୍ପୂର୍ଣ୍ଣ ମାଗଣାରେ ଜନ୍ମଦିନର ଶୁଭେଚ୍ଛା ଜଣାନ୍ତୁ । ଫଟୋଗ୍ରାଫ ସହିତ କୁପନଟି ପ୍ରକାଶନ ତାରିଖର ୭ ଦିନ ପୂର୍ବରୁ ଜନ୍ମଦିନ ଶୁଭେଚ୍ଛା, ଧରିତ୍ରୀ, ବି-୨୬, ଇଣ୍ଡଷ୍ଟ୍ରିଆଲ ଏଷ୍ଟେଟ, ଭୁବନେଶ୍ୱର-୧୦ ଠିକଣାରେ ପଠାନ୍ତୁ ।: [37, 170, 555, 213]
faces-icon: ☻☺: [759, 333, 830, 374]
classified-ad: [30, 467, 198, 554]
ad-text: Buy plot flat house simplex duplex farm house land. Contact: 9438317659: [206, 1083, 355, 1128]
ad-code: D-42939: [341, 1586, 376, 1597]
birthday-form-title: ଜନ୍ମଦିନର ଶୁଭେଚ୍ଛା: [37, 63, 217, 95]
matrimonial-ads: [30, 373, 562, 773]
ad-code: D-45243: [163, 1248, 198, 1259]
zodiac-icon: [1126, 137, 1162, 173]
classified-ad: [206, 1592, 376, 1690]
child-photo: [577, 61, 649, 151]
ad-text: Gharabari boundary plot sale Infocity-2 & 200' road side. Direct owner-9861844507.: [30, 1778, 192, 1823]
classified-ad: [30, 1017, 198, 1073]
teachers-sub1: ଦାୟିତ୍ୱ ଛାଡ଼ି ସଭାରେ ମନ୍ତ୍ରୀ: [752, 619, 1114, 645]
rashi-name: ବିଛା: [1167, 779, 1185, 794]
suicide-body: ଏହି ଅଞ୍ଚଳରେ ବିଭିନ୍ନ ସମସ୍ୟାକୁ ନେଇ ସ୍ଥାନୀୟ ଲୋକମାନେ ଦାବି ଉପସ୍ଥାପନ କରିଛନ୍ତି । ପ୍ରଶାସନ ତୁରନ୍ତ ପଦକ୍ଷେପ ନେବାକୁ ଆଶ୍ୱାସନା ଦେଇଛି । ଏ ନେଇ ଅଧିକାରୀମାନେ ଘଟଣାସ୍ଥଳରେ ପହଞ୍ଚି ତଦନ୍ତ କରୁଛନ୍ତି । ଏହି ଅଞ୍ଚଳରେ ବିଭିନ୍ନ ସମସ୍ୟାକୁ ନେଇ ସ୍ଥାନୀୟ ଲୋକମାନେ ଦାବି ଉପସ୍ଥାପନ କରିଛନ୍ତି । ପ୍ରଶାସନ ତୁରନ୍ତ ପଦକ୍ଷେପ ନେବାକୁ ଆଶ୍ୱାସନା ଦେଇଛି । ଏ ନେଇ ଅଧିକାରୀମାନେ ଘଟଣାସ୍ଥଳରେ ପହଞ୍ଚି ତଦନ୍ତ କରୁଛନ୍ତି । ଏହି ଅଞ୍ଚଳରେ ବିଭିନ୍ନ ସମସ୍ୟାକୁ ନେଇ ସ୍ଥାନୀୟ ଲୋକମାନେ ଦାବି ଉପସ୍ଥାପନ କରିଛନ୍ତି । ପ୍ରଶାସନ ତୁରନ୍ତ ପଦକ୍ଷେପ ନେବାକୁ ଆଶ୍ୱାସନା ଦେଇଛି । ଏ ନେଇ ଅଧିକାରୀମାନେ ଘଟଣାସ୍ଥଳରେ ପହଞ୍ଚି ତଦନ୍ତ କରୁଛନ୍ତି । ଏହି ଅଞ୍ଚଳରେ ବିଭିନ୍ନ ସମସ୍ୟାକୁ ନେଇ ସ୍ଥାନୀୟ ଲୋକମାନେ ଦାବି ଉପସ୍ଥାପନ କରିଛନ୍ତି । ପ୍ରଶାସନ ତୁରନ୍ତ ପଦକ୍ଷେପ ନେବାକୁ ଆଶ୍ୱାସନା ଦେଇଛି । ଏ ନେଇ ଅଧିକାରୀମାନେ ଘଟଣାସ୍ଥଳରେ ପହଞ୍ଚି ତଦନ୍ତ କରୁଛନ୍ତି । ଏହି ଅଞ୍ଚଳରେ ବିଭିନ୍ନ ସମସ୍ୟାକୁ ନେଇ ସ୍ଥାନୀୟ ଲୋକମାନେ ଦାବି ଉପସ୍ଥାପନ କରିଛନ୍ତି । ପ୍ରଶାସନ ତୁରନ୍ତ ପଦକ୍ଷେପ ନେବାକୁ ଆଶ୍ୱାସନା ଦେଇଛି । ଏ ନେଇ ଅଧିକାରୀମାନେ ଘଟଣାସ୍ଥଳରେ ପହଞ୍ଚି ତଦନ୍ତ କରୁଛନ୍ତି । ଏହି ଅଞ୍ଚଳରେ ବିଭିନ୍ନ ସମସ୍ୟାକୁ ନେଇ ସ୍ଥାନୀୟ ଲୋକମାନେ ଦାବି ଉପସ୍ଥାପନ କରିଛନ୍ତି । ପ୍ରଶାସନ ତୁରନ୍ତ ପଦକ୍ଷେପ ନେବାକୁ ଆଶ୍ୱାସନା ଦେଇଛି । ଏ ନେଇ ଅଧିକାରୀମାନେ ଘଟଣାସ୍ଥଳରେ ପହଞ୍ଚି ତଦନ୍ତ କରୁଛନ୍ତି । ଏହି ଅଞ୍ଚଳରେ ବିଭିନ୍ନ ସମସ୍ୟାକୁ ନେଇ ସ୍ଥାନୀୟ ଲୋକମାନେ ଦାବି ଉପସ୍ଥାପନ କରିଛନ୍ତି । ପ୍ରଶାସନ ତୁରନ୍ତ ପଦକ୍ଷେପ ନେବାକୁ ଆଶ୍ୱାସନା ଦେଇଛି । ଏ ନେଇ ଅଧିକାରୀମାନେ ଘଟଣାସ୍ଥଳରେ ପହଞ୍ଚି ତଦନ୍ତ କରୁଛନ୍ତି । ଏହି ଅଞ୍ଚଳରେ ବିଭିନ୍ନ ସମସ୍ୟାକୁ ନେଇ ସ୍ଥାନୀୟ ଲୋକମାନେ ଦାବି ଉପସ୍ଥାପନ କରିଛନ୍ତି । ପ୍ରଶାସନ ତୁରନ୍ତ ପଦକ୍ଷେପ ନେବାକୁ ଆଶ୍ୱାସନା ଦେଇଛି । ଏ ନେଇ ଅଧିକାରୀମାନେ ଘଟଣାସ୍ଥଳରେ ପହଞ୍ଚି ତଦନ୍ତ କରୁଛନ୍ତି । ଏହି ଅଞ୍ଚଳରେ ବିଭିନ୍ନ ସମସ୍ୟାକୁ ନେଇ ସ୍ଥାନୀୟ ଲୋକମାନେ ଦାବି ଉପସ୍ଥାପନ କରିଛନ୍ତି । ପ୍ରଶାସନ ତୁରନ୍ତ ପଦକ୍ଷେପ ନେବାକୁ ଆଶ୍ୱାସନା ଦେଇଛି । ଏ ନେଇ ଅଧିକାରୀମାନେ ଘଟଣାସ୍ଥଳରେ ପହଞ୍ଚି ତଦନ୍ତ କରୁଛନ୍ତି । ଏହି ଅଞ୍ଚଳରେ ବିଭିନ୍ନ ସମସ୍ୟାକୁ ନେଇ ସ୍ଥାନୀୟ ଲୋକମାନେ ଦାବି ଉପସ୍ଥାପନ କରିଛନ୍ତି । ପ୍ରଶାସନ ତୁରନ୍ତ ପଦକ୍ଷେପ ନେବାକୁ ଆଶ୍ୱାସନା ଦେଇଛି । ଏ ନେଇ ଅଧିକାରୀମାନେ ଘଟଣାସ୍ଥଳରେ ପହଞ୍ଚି ତଦନ୍ତ କରୁଛନ୍ତି । ଏହି ଅଞ୍ଚଳରେ ବିଭିନ୍ନ ସମସ୍ୟାକୁ ନେଇ ସ୍ଥାନୀୟ ଲୋକମାନେ ଦାବି ଉପସ୍ଥାପନ କରିଛନ୍ତି । ପ୍ରଶାସନ ତୁରନ୍ତ ପଦକ୍ଷେପ ନେବାକୁ ଆଶ୍ୱାସନା ଦେଇଛି । ଏ ନେଇ ଅଧିକାରୀମାନେ ଘଟଣାସ୍ଥଳରେ ପହଞ୍ଚି ତଦନ୍ତ କରୁଛନ୍ତି । ଏହି ଅଞ୍ଚଳରେ ବିଭିନ୍ନ ସମସ୍ୟାକୁ ନେଇ ସ୍ଥାନୀୟ ଲୋକମାନେ ଦାବି ଉପସ୍ଥାପନ କରିଛନ୍ତି । ପ୍ରଶାସନ ତୁରନ୍ତ ପଦକ୍ଷେପ ନେବାକୁ ଆଶ୍ୱାସନା ଦେଇଛି । ଏ ନେଇ ଅଧିକାରୀମାନେ ଘଟଣାସ୍ଥଳରେ ପହଞ୍ଚି ତଦନ୍ତ କରୁଛନ୍ତି ।: [752, 1060, 1115, 1542]
ad-text: Wanted Khandayat groom (Bhubaneswar Native) for my daughter BA, PGDCA, 37/5'2". Father Retired Engineer. 8861224175.: [206, 581, 376, 657]
realestate-image: REAL ESTATE: [30, 1324, 198, 1458]
birthday-text: ଏହି ଅଞ୍ଚଳରେ ବିଭିନ୍ନ ସମସ୍ୟାକୁ ନେଇ ସ୍ଥାନୀୟ ଲୋକମାନେ ଦାବି ଉପସ୍ଥାପନ କରିଛନ୍ତି । ପ୍ରଶାସନ ତୁରନ୍ତ ପଦକ୍ଷେପ ନେବାକୁ ଆଶ୍ୱାସନା ଦେଇଛି । ଏ ନେଇ ଅଧିକାରୀମାନେ ଘଟଣାସ୍ଥଳରେ ପହଞ୍ଚି ତଦନ୍ତ କରୁଛନ୍ତି ।: [577, 418, 735, 501]
child-photo: [577, 529, 649, 619]
kruti-heading: କୃତୀ ଛାତ୍ର: [752, 56, 882, 80]
ad-code: D-45260: [163, 1823, 198, 1834]
birthday-badge: Birthday Wish: [662, 1027, 726, 1057]
rashi-text: ବିଛା: ସତର୍କତାର ସହ କାମ କରନ୍ତୁ । ଖର୍ଚ୍ଚ ବଢ଼ିପାରେ । ଏହି ଅଞ୍ଚଳରେ ବିଭିନ୍ନ ସମସ୍ୟାକୁ ନେଇ ସ୍ଥାନୀୟ ଲୋକମାନେ ଦାବି ଉପସ୍ଥାପନ କରିଛନ୍ତି । ପ୍ରଶାସନ ତୁରନ୍ତ ପଦକ୍ଷେପ ନେବାକୁ ଆଶ୍ୱାସନା ଦେଇଛି । ଏ ନେଇ ଅଧିକାରୀମାନେ ଘଟଣାସ୍ଥଳରେ ପହଞ୍ଚି ତଦନ୍ତ କରୁଛନ୍ତି ।: [1167, 779, 1471, 843]
classified-ad: [206, 1158, 376, 1256]
astrology-image: ASTROLOGY: [384, 1074, 554, 1216]
classified-ad: [30, 2077, 198, 2153]
rashi-entry: [1126, 1021, 1470, 1107]
page-header: [30, 12, 1470, 50]
birthday-badge: ଜନ୍ମଦିନ ଶୁଭେଚ୍ଛା: [670, 793, 718, 824]
child-photo: [577, 1191, 649, 1281]
forest-headline: କାଜୁ ଜଙ୍ଗଲକୁ କେନ୍ଦ୍ରକରି ସଂଘର୍ଷ: [901, 56, 1101, 101]
forest-subhead: ଗୁଳିମାଡ଼ରେ ଯୁବକ ଗୁରୁତର: [933, 104, 1069, 120]
birthday-wish: Baba, Mama, Suman didi, Munididi, Bhai, Gouri Aunty, Gudia, Papali, Kisu.: [577, 1122, 729, 1165]
ad-text: Karan 42/ 5'4" settled Bhubaneswar wants Karan Khandayat/ Brahmin bride. 7683912628.: [30, 631, 180, 692]
ad-text: A running Guest house on lease Bhubaneswar total seven rooms 200 each. 9040676023.: [206, 1351, 351, 1412]
rashi-text: ତୁଳା: ଶିକ୍ଷାର୍ଥୀଙ୍କ ପାଇଁ ଶୁଭ । ଆକସ୍ମିକ ଧନ ପ୍ରାପ୍ତି । ଏହି ଅଞ୍ଚଳରେ ବିଭିନ୍ନ ସମସ୍ୟାକୁ ନେଇ ସ୍ଥାନୀୟ ଲୋକମାନେ ଦାବି ଉପସ୍ଥାପନ କରିଛନ୍ତି । ପ୍ରଶାସନ ତୁରନ୍ତ ପଦକ୍ଷେପ ନେବାକୁ ଆଶ୍ୱାସନା ଦେଇଛି । ଏ ନେଇ ଅଧିକାରୀମାନେ ଘଟଣାସ୍ଥଳରେ ପହଞ୍ଚି ତଦନ୍ତ କରୁଛନ୍ତି ।: [1167, 688, 1471, 768]
ad-text: SC groom, 31/5'6", MBBS (SCB), MD/MS (Burla), Govt. Doctor, Caste No-Bar. Email: odialagna@gmail.com, (Mob). 9040060108.: [30, 549, 196, 625]
ad-text: Land required for duplex/ Apartment in Bhubaneswar on sharing basis. Interested land owners/Agents/Brokers to Contact: 8093000604.: [209, 1161, 372, 1252]
online-note: Your Classified Advertisement published in Dharitri will be listed free in Dharitri Online Edition: www.dharitri.com: [589, 2100, 737, 2167]
birthday-text: ଏହି ଅଞ୍ଚଳରେ ବିଭିନ୍ନ ସମସ୍ୟାକୁ ନେଇ ସ୍ଥାନୀୟ ଲୋକମାନେ ଦାବି ଉପସ୍ଥାପନ କରିଛନ୍ତି । ପ୍ରଶାସନ ତୁରନ୍ତ ପଦକ୍ଷେପ ନେବାକୁ ଆଶ୍ୱାସନା ଦେଇଛି । ଏ ନେଇ ଅଧିକାରୀମାନେ ଘଟଣାସ୍ଥଳରେ ପହଞ୍ଚି ତଦନ୍ତ କରୁଛନ୍ତି ।: [577, 886, 735, 969]
ad-text: A Bank required 1500 sqft. office space, preferably ground floor at Berhampur, Sambalpur, Rourkela, Angul, Rayagada, Cworld properties. 9437195698, 9778307262.: [206, 2026, 372, 2117]
ad-text: Near CV Raman College ଗୁଡିଏ ପ୍ଲଟ ବିକ୍ରୟ ଅଛି । Contact: 9556608492, Bhubaneswar.: [30, 1829, 184, 1890]
ad-code: D-42941: [163, 1875, 198, 1886]
zodiac-icon: [1126, 929, 1162, 965]
ad-code: D-45264: [341, 508, 376, 519]
newspaper-page: [30, 12, 1652, 2212]
ad-code: D-42942: [163, 1942, 198, 1953]
birthday-code: D-43053: [696, 737, 735, 748]
ad-text: 2009 Curze/ 2008 Verna/ 2000 Gypsy Diesel. HMS Carzone. 9437016540: [30, 1218, 170, 1263]
forest-body: ଗୁରା ଅପିସ/କୃତ୍ତିଗିରି, (ଓ.ଏ.ଫ.) ଏହି ଅଞ୍ଚଳରେ ବିଭିନ୍ନ ସମସ୍ୟାକୁ ନେଇ ସ୍ଥାନୀୟ ଲୋକମାନେ ଦାବି ଉପସ୍ଥାପନ କରିଛନ୍ତି । ପ୍ରଶାସନ ତୁରନ୍ତ ପଦକ୍ଷେପ ନେବାକୁ ଆଶ୍ୱାସନା ଦେଇଛି । ଏ ନେଇ ଅଧିକାରୀମାନେ ଘଟଣାସ୍ଥଳରେ ପହଞ୍ଚି ତଦନ୍ତ କରୁଛନ୍ତି ।: [888, 120, 1115, 197]
ad-code: D-45257: [338, 1671, 373, 1682]
ad-text: 2BHK rent for Trident Galaxy Apartment, Ghatikia Chowk, 6500/-. 9556204511.: [206, 1695, 366, 1741]
birthday-name: ଅନିଲିପ୍ତା ଦାସ (ବର୍ଷା): [594, 154, 718, 170]
rashi-name: ବୃଷ: [1167, 229, 1184, 244]
birthday-badge: ଜନ୍ମଦିନ ଶୁଭେଚ୍ଛା: [670, 91, 718, 121]
ad-code: D-42377: [341, 1307, 376, 1318]
ad-text: Urgently required land outright/sharing/marketing on Bhubaneswar. 9438812962, 9853255448.: [206, 1261, 368, 1322]
ad-text: Residential plots for sale Balianta, Bhingarpur for details. Contact: 9437147826.: [30, 1546, 178, 1607]
birthday-place: Dorabanga, Balipatana, Khurdha: [582, 1316, 730, 1343]
ad-text: ଉତ୍ତର ଭୁବନରେ 3BHK duplex ବିକ୍ରୟ । Contact: 9556608492, Bhubaneswar.: [30, 1896, 191, 1942]
zodiac-icon: [1126, 1021, 1162, 1057]
ad-code: D-45309: [341, 2185, 376, 2195]
ad-text: କନ୍ୟା ଚାକିରି ଜିତ (Govt. Lecturer) ବୟସ 30+ ପାଇଁ ଉପଯୁକ୍ତ ବରପାତ୍ର ଆବଶ୍ୟକ । 9437094911.: [206, 664, 369, 724]
classified-ad: [206, 373, 376, 419]
matrimonial-banner: ଧରିତ୍ରୀ MATRIMONIAL: [30, 262, 562, 369]
ad-code: D-45285: [341, 922, 376, 932]
birthday-place: ସାଇଭାରତୀ, କଲେଜ, ପୁରୀ: [598, 403, 714, 417]
rashi-text: ସିଂହ: କର୍ମଚାରୀଙ୍କ ପଦୋନ୍ନତି ସମ୍ଭାବନା । ବିବାଦରୁ ଦୂରେଇ ରୁହନ୍ତୁ । ଏହି ଅଞ୍ଚଳରେ ବିଭିନ୍ନ ସମସ୍ୟାକୁ ନେଇ ସ୍ଥାନୀୟ ଲୋକମାନେ ଦାବି ଉପସ୍ଥାପନ କରିଛନ୍ତି । ପ୍ରଶାସନ ତୁରନ୍ତ ପଦକ୍ଷେପ ନେବାକୁ ଆଶ୍ୱାସନା ଦେଇଛି । ଏ ନେଇ ଅଧିକାରୀମାନେ ଘଟଣାସ୍ଥଳରେ ପହଞ୍ଚି ତଦନ୍ତ କରୁଛନ୍ତି ।: [1167, 504, 1470, 585]
ad-code: D-42548: [163, 2137, 198, 2148]
lease-heading: LEASE: [206, 1329, 376, 1348]
